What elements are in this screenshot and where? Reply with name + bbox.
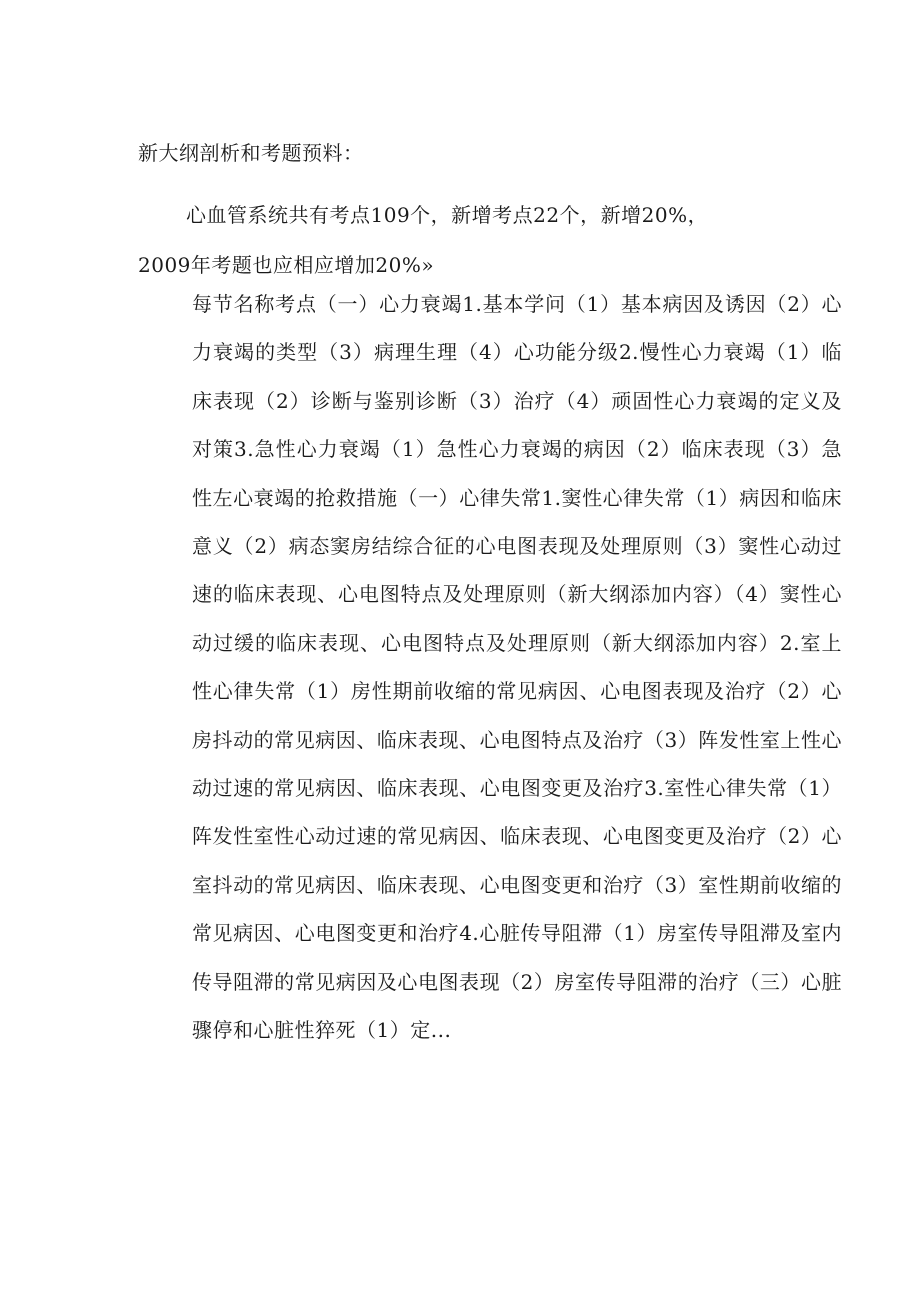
intro-line-1: 心血管系统共有考点109个，新增考点22个，新增20%，: [186, 203, 709, 227]
section-heading: 新大纲剖析和考题预料：: [138, 141, 364, 165]
intro-line-2: 2009年考题也应相应增加20%»: [138, 253, 435, 277]
syllabus-outline-paragraph: 每节名称考点（一）心力衰竭1.基本学问（1）基本病因及诱因（2）心力衰竭的类型（3）病理生理（4）心功能分级2.慢性心力衰竭（1）临床表现（2）诊断与鉴别诊断（3）治疗（4）顽固性心力衰竭的定义及对策3.急性心力衰竭（1）急性心力衰竭的病因（2）临床表现（3）急性左心衰竭的抢救措施（一）心律失常1.窦性心律失常（1）病因和临床意义（2）病态窦房结综合征的心电图表现及处理原则（3）窦性心动过速的临床表现、心电图特点及处理原则（新大纲添加内容）（4）窦性心动过缓的临床表现、心电图特点及处理原则（新大纲添加内容）2.室上性心律失常（1）房性期前收缩的常见病因、心电图表现及治疗（2）心房抖动的常见病因、临床表现、心电图特点及治疗（3）阵发性室上性心动过速的常见病因、临床表现、心电图变更及治疗3.室性心律失常（1）阵发性室性心动过速的常见病因、临床表现、心电图变更及治疗（2）心室抖动的常见病因、临床表现、心电图变更和治疗（3）室性期前收缩的常见病因、心电图变更和治疗4.心脏传导阻滞（1）房室传导阻滞及室内传导阻滞的常见病因及心电图表现（2）房室传导阻滞的治疗（三）心脏骤停和心脏性猝死（1）定...: [192, 292, 842, 1043]
intro-paragraph: [138, 190, 788, 290]
